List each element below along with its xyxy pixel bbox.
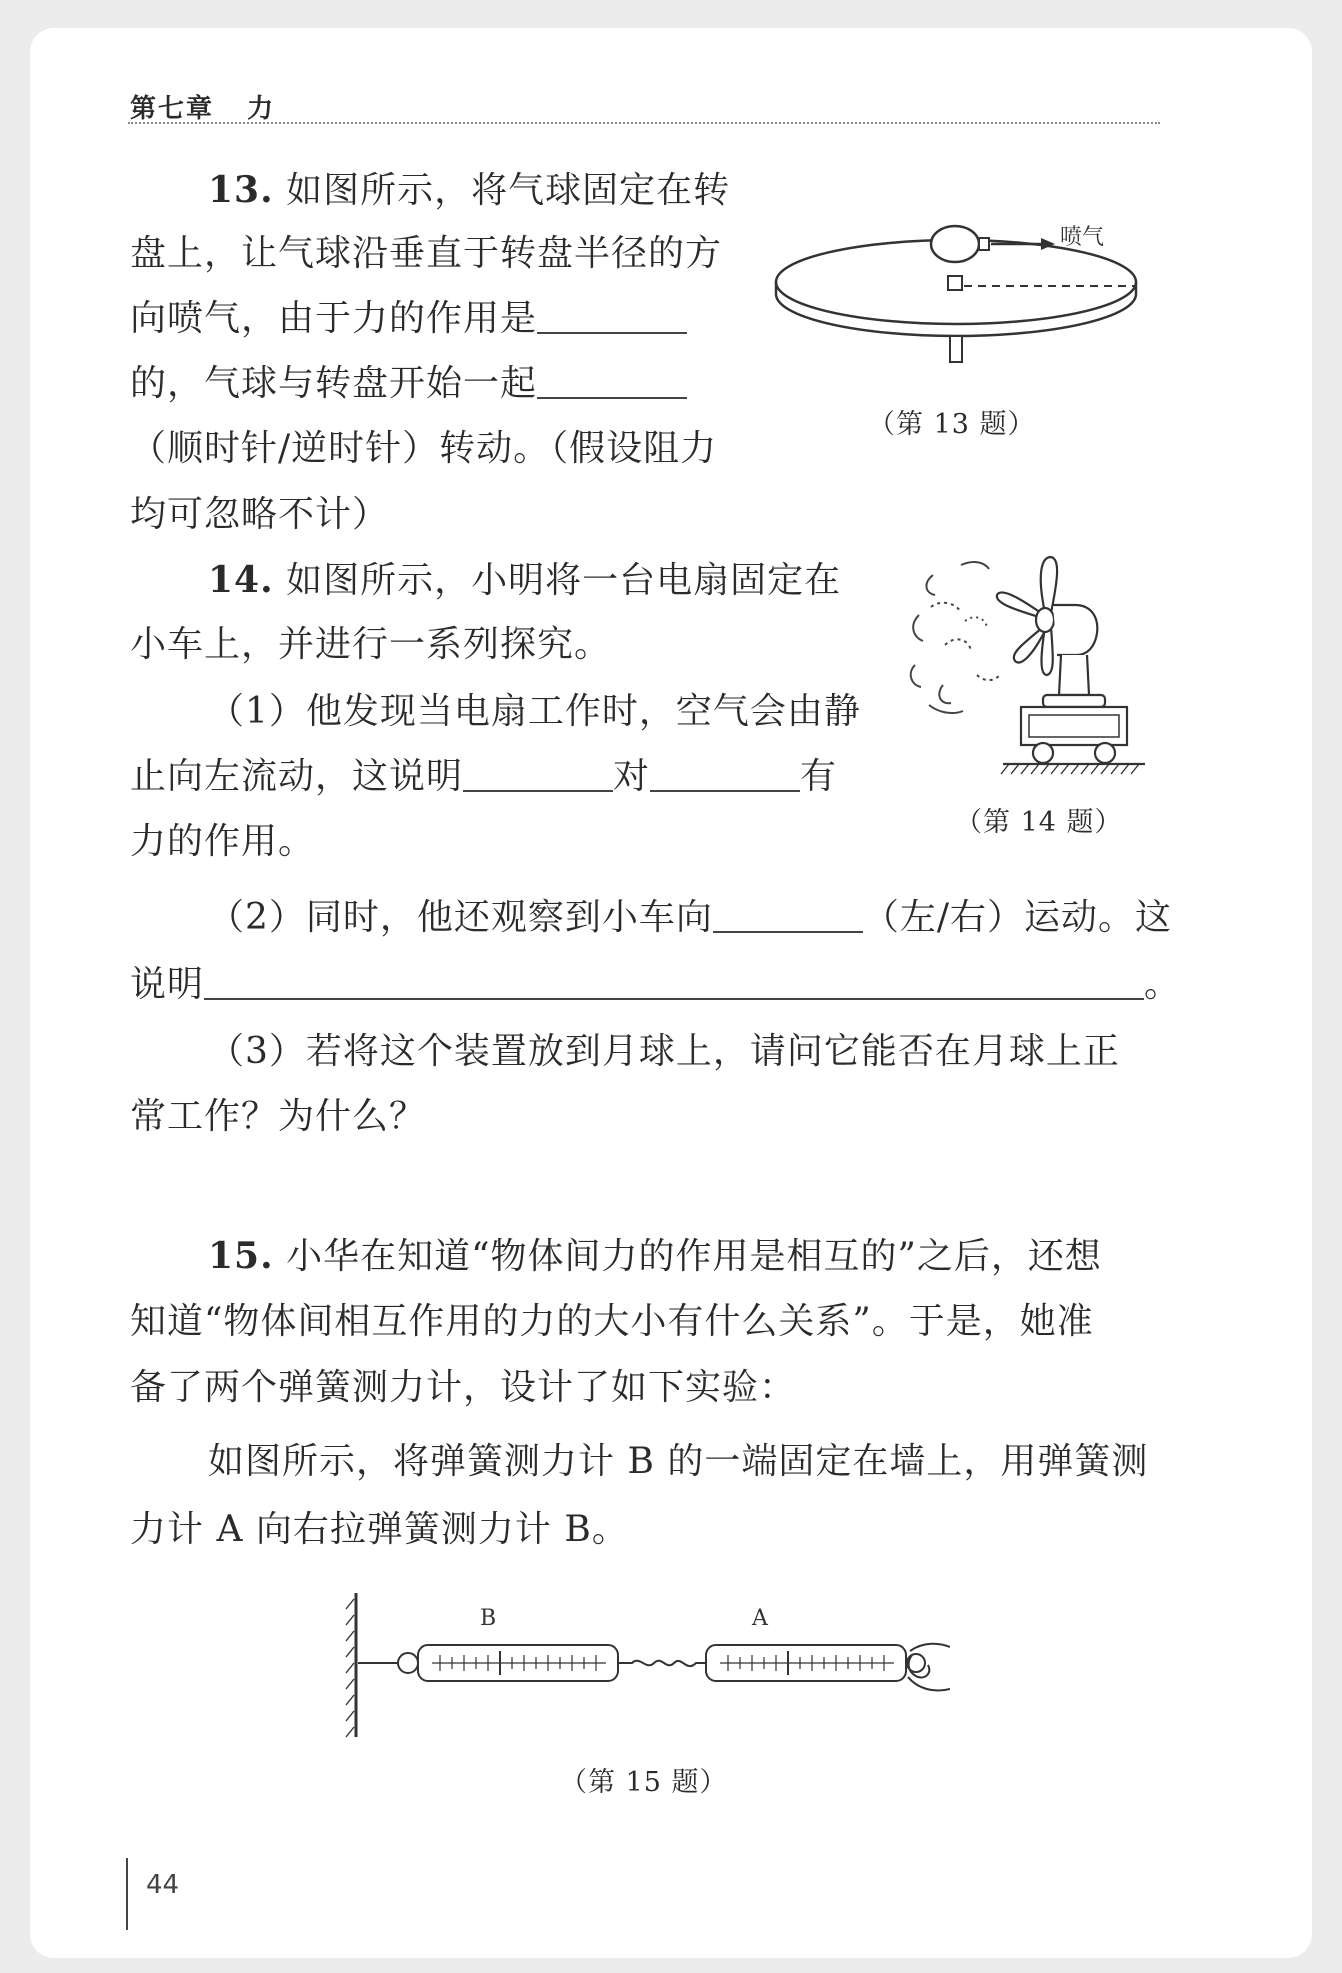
q13-line-6: 均可忽略不计）	[130, 494, 390, 535]
figure-14-fan-cart	[905, 555, 1165, 790]
q14-part-2-line-1: （2）同时，他还观察到小车向 （左/右）运动。这	[208, 897, 1173, 938]
chapter-header	[130, 88, 275, 125]
q15-line-1: 15. 小华在知道“物体间力的作用是相互的”之后，还想	[208, 1235, 1102, 1277]
q14-part-3-line-2: 常工作？为什么？	[130, 1096, 427, 1137]
q13-line-2: 盘上，让气球沿垂直于转盘半径的方	[130, 233, 723, 274]
figure-13-turntable	[760, 210, 1160, 375]
q14-number: 14.	[208, 559, 274, 601]
q13-blank-2[interactable]	[537, 367, 687, 399]
q14-blank-4[interactable]	[204, 968, 1144, 1000]
q14-part-3-line-1: （3）若将这个装置放到月球上，请问它能否在月球上正	[208, 1031, 1120, 1072]
chapter-label: 第七章	[130, 94, 215, 124]
q14-blank-3[interactable]	[713, 901, 863, 933]
q15-number: 15.	[208, 1235, 274, 1277]
q13-line-1: 13. 如图所示，将气球固定在转	[208, 169, 731, 211]
figure-15-spring-scales	[340, 1585, 950, 1745]
q14-caption: （第 14 题）	[955, 807, 1123, 838]
q15-caption: （第 15 题）	[560, 1767, 728, 1798]
q13-blank-1[interactable]	[537, 302, 687, 334]
exhaust-label: 喷气	[1060, 225, 1105, 250]
q13-line-5: （顺时针/逆时针）转动。（假设阻力	[130, 428, 718, 469]
q15-line-3: 备了两个弹簧测力计，设计了如下实验：	[130, 1367, 797, 1408]
q13-line-3: 向喷气，由于力的作用是	[130, 297, 687, 341]
q14-line-1: 14. 如图所示，小明将一台电扇固定在	[208, 559, 842, 601]
q14-blank-2[interactable]	[650, 760, 800, 792]
q14-part-1-line-2: 止向左流动，这说明 对 有	[130, 756, 838, 797]
page-number: 44	[146, 1870, 180, 1900]
q13-number: 13.	[208, 169, 274, 211]
header-divider	[128, 122, 1160, 124]
q15-line-4: 如图所示，将弹簧测力计 B 的一端固定在墙上，用弹簧测	[208, 1441, 1149, 1482]
chapter-title: 力	[247, 94, 276, 124]
scale-a-label: A	[752, 1606, 768, 1631]
q13-caption: （第 13 题）	[868, 409, 1036, 440]
q15-line-2: 知道“物体间相互作用的力的大小有什么关系”。于是，她准	[130, 1301, 1094, 1342]
scale-b-label: B	[480, 1606, 497, 1631]
q13-line-4: 的，气球与转盘开始一起	[130, 362, 687, 406]
q14-line-2: 小车上，并进行一系列探究。	[130, 624, 612, 665]
q15-line-5: 力计 A 向右拉弹簧测力计 B。	[130, 1509, 629, 1550]
q14-blank-1[interactable]	[463, 760, 613, 792]
page-number-bar	[126, 1858, 128, 1930]
q14-part-2-line-2: 说明 。	[130, 964, 1182, 1005]
q14-part-1-line-3: 力的作用。	[130, 821, 316, 862]
q14-part-1-line-1: （1）他发现当电扇工作时，空气会由静	[208, 691, 861, 732]
